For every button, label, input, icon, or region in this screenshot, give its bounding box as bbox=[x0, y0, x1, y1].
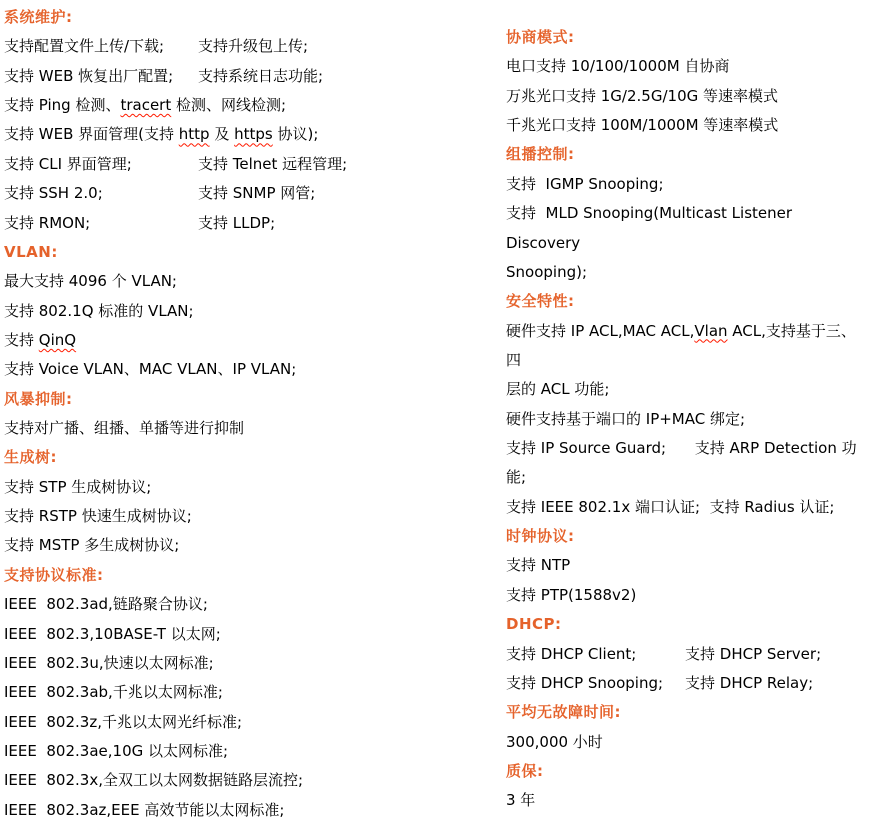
text-run: 硬件支持 IP ACL,MAC ACL, bbox=[506, 321, 695, 340]
spec-line bbox=[506, 640, 870, 669]
spec-line-right: 支持 LLDP; bbox=[198, 213, 276, 232]
text-run: 支持 WEB 界面管理(支持 bbox=[4, 125, 179, 144]
spec-line: IEEE 802.3,10BASE-T 以太网; bbox=[4, 624, 221, 643]
spec-line bbox=[4, 32, 490, 61]
spec-line-right: 支持升级包上传; bbox=[198, 37, 309, 56]
spec-section bbox=[506, 140, 870, 287]
spec-section bbox=[4, 561, 490, 822]
spec-line: 支持 NTP bbox=[506, 556, 571, 575]
text-run: 及 bbox=[209, 125, 235, 144]
spec-line bbox=[4, 91, 490, 120]
spec-line-left: 支持配置文件上传/下载; bbox=[4, 37, 165, 56]
spec-line-right: 支持 DHCP Relay; bbox=[685, 673, 814, 692]
spec-line: 支持 MSTP 多生成树协议; bbox=[4, 536, 180, 555]
section-heading: 协商模式: bbox=[506, 28, 575, 46]
spec-section bbox=[506, 698, 870, 757]
spec-line-left: 支持 DHCP Snooping; bbox=[506, 673, 664, 692]
spec-line-left: 支持 DHCP Client; bbox=[506, 644, 637, 663]
text-run: 协议); bbox=[272, 125, 319, 144]
section-heading: 时钟协议: bbox=[506, 527, 575, 546]
spec-line-left: 支持 RMON; bbox=[4, 213, 91, 232]
section-heading: VLAN: bbox=[4, 242, 58, 261]
spec-line: 层的 ACL 功能; bbox=[506, 380, 610, 399]
spec-section bbox=[4, 238, 490, 385]
left-column bbox=[4, 0, 490, 822]
spec-section bbox=[506, 757, 870, 816]
spec-section bbox=[506, 522, 870, 610]
section-heading: 系统维护: bbox=[4, 8, 73, 26]
spellcheck-word: tracert bbox=[120, 96, 172, 115]
spec-line-right: 支持 DHCP Server; bbox=[685, 644, 822, 663]
spec-line: 支持对广播、组播、单播等进行抑制 bbox=[4, 419, 245, 438]
spec-line bbox=[4, 179, 490, 208]
section-heading: 平均无故障时间: bbox=[506, 703, 621, 722]
spec-line bbox=[506, 669, 870, 698]
text-run: ACL,支持基于三、四 bbox=[506, 321, 856, 369]
spec-line: 3 年 bbox=[506, 791, 536, 810]
spec-line-right: 支持系统日志功能; bbox=[198, 66, 324, 85]
spec-section bbox=[506, 287, 870, 522]
section-heading: 支持协议标准: bbox=[4, 565, 104, 584]
spec-section bbox=[4, 443, 490, 560]
spec-line: 支持 STP 生成树协议; bbox=[4, 477, 152, 496]
spec-line: IEEE 802.3ab,千兆以太网标准; bbox=[4, 683, 223, 702]
spec-line: IEEE 802.3x,全双工以太网数据链路层流控; bbox=[4, 771, 304, 790]
spec-section bbox=[506, 23, 870, 140]
spec-line: Snooping); bbox=[506, 262, 588, 281]
spec-line-right: 支持 Telnet 远程管理; bbox=[198, 154, 348, 173]
spec-section bbox=[506, 610, 870, 698]
spellcheck-word: http bbox=[178, 125, 210, 144]
spec-line bbox=[4, 326, 490, 355]
spellcheck-word: https bbox=[234, 125, 273, 144]
text-run: 检测、网线检测; bbox=[171, 96, 287, 115]
spec-line-left: 支持 WEB 恢复出厂配置; bbox=[4, 66, 174, 85]
spec-line: IEEE 802.3ad,链路聚合协议; bbox=[4, 595, 208, 614]
spec-line: 支持 802.1Q 标准的 VLAN; bbox=[4, 301, 194, 320]
spec-line bbox=[506, 317, 870, 376]
spec-line bbox=[4, 209, 490, 238]
section-heading: 安全特性: bbox=[506, 292, 575, 311]
spec-line: 支持 IGMP Snooping; bbox=[506, 174, 664, 193]
spec-line: 最大支持 4096 个 VLAN; bbox=[4, 272, 177, 291]
spec-line: IEEE 802.3az,EEE 高效节能以太网标准; bbox=[4, 800, 285, 819]
text-run: 支持 Ping 检测、 bbox=[4, 96, 121, 115]
spec-line: IEEE 802.3u,快速以太网标准; bbox=[4, 653, 214, 672]
spec-line: 万兆光口支持 1G/2.5G/10G 等速率模式 bbox=[506, 86, 779, 105]
spec-line-right: 支持 SNMP 网管; bbox=[198, 184, 316, 203]
section-heading: 生成树: bbox=[4, 448, 57, 467]
spec-line: IEEE 802.3z,千兆以太网光纤标准; bbox=[4, 712, 243, 731]
section-heading: 质保: bbox=[506, 761, 544, 780]
right-column bbox=[506, 0, 870, 816]
spec-line: 300,000 小时 bbox=[506, 732, 603, 751]
spec-line bbox=[4, 150, 490, 179]
spec-line: 支持 MLD Snooping(Multicast Listener Discovery bbox=[506, 204, 797, 252]
spec-line-left: 支持 SSH 2.0; bbox=[4, 184, 103, 203]
spec-section bbox=[4, 385, 490, 444]
spec-line: 支持 PTP(1588v2) bbox=[506, 585, 637, 604]
section-heading: 风暴抑制: bbox=[4, 389, 73, 408]
spec-line: 硬件支持基于端口的 IP+MAC 绑定; bbox=[506, 409, 746, 428]
spec-line: 支持 Voice VLAN、MAC VLAN、IP VLAN; bbox=[4, 360, 297, 379]
spec-line: 支持 IEEE 802.1x 端口认证; 支持 Radius 认证; bbox=[506, 497, 835, 516]
section-heading: 组播控制: bbox=[506, 145, 575, 164]
spec-line: IEEE 802.3ae,10G 以太网标准; bbox=[4, 741, 229, 760]
spec-line bbox=[4, 62, 490, 91]
spellcheck-word: Vlan bbox=[694, 321, 728, 340]
spellcheck-word: QinQ bbox=[38, 330, 77, 349]
spec-section bbox=[4, 3, 490, 238]
spec-line: 支持 RSTP 快速生成树协议; bbox=[4, 507, 192, 526]
spec-line-left: 支持 CLI 界面管理; bbox=[4, 154, 132, 173]
section-heading: DHCP: bbox=[506, 615, 562, 634]
text-run: 支持 bbox=[4, 330, 39, 349]
spec-line: 千兆光口支持 100M/1000M 等速率模式 bbox=[506, 116, 779, 135]
spec-line bbox=[4, 120, 490, 149]
spec-line: 电口支持 10/100/1000M 自协商 bbox=[506, 57, 730, 76]
spec-line: 支持 IP Source Guard; 支持 ARP Detection 功能; bbox=[506, 439, 857, 487]
